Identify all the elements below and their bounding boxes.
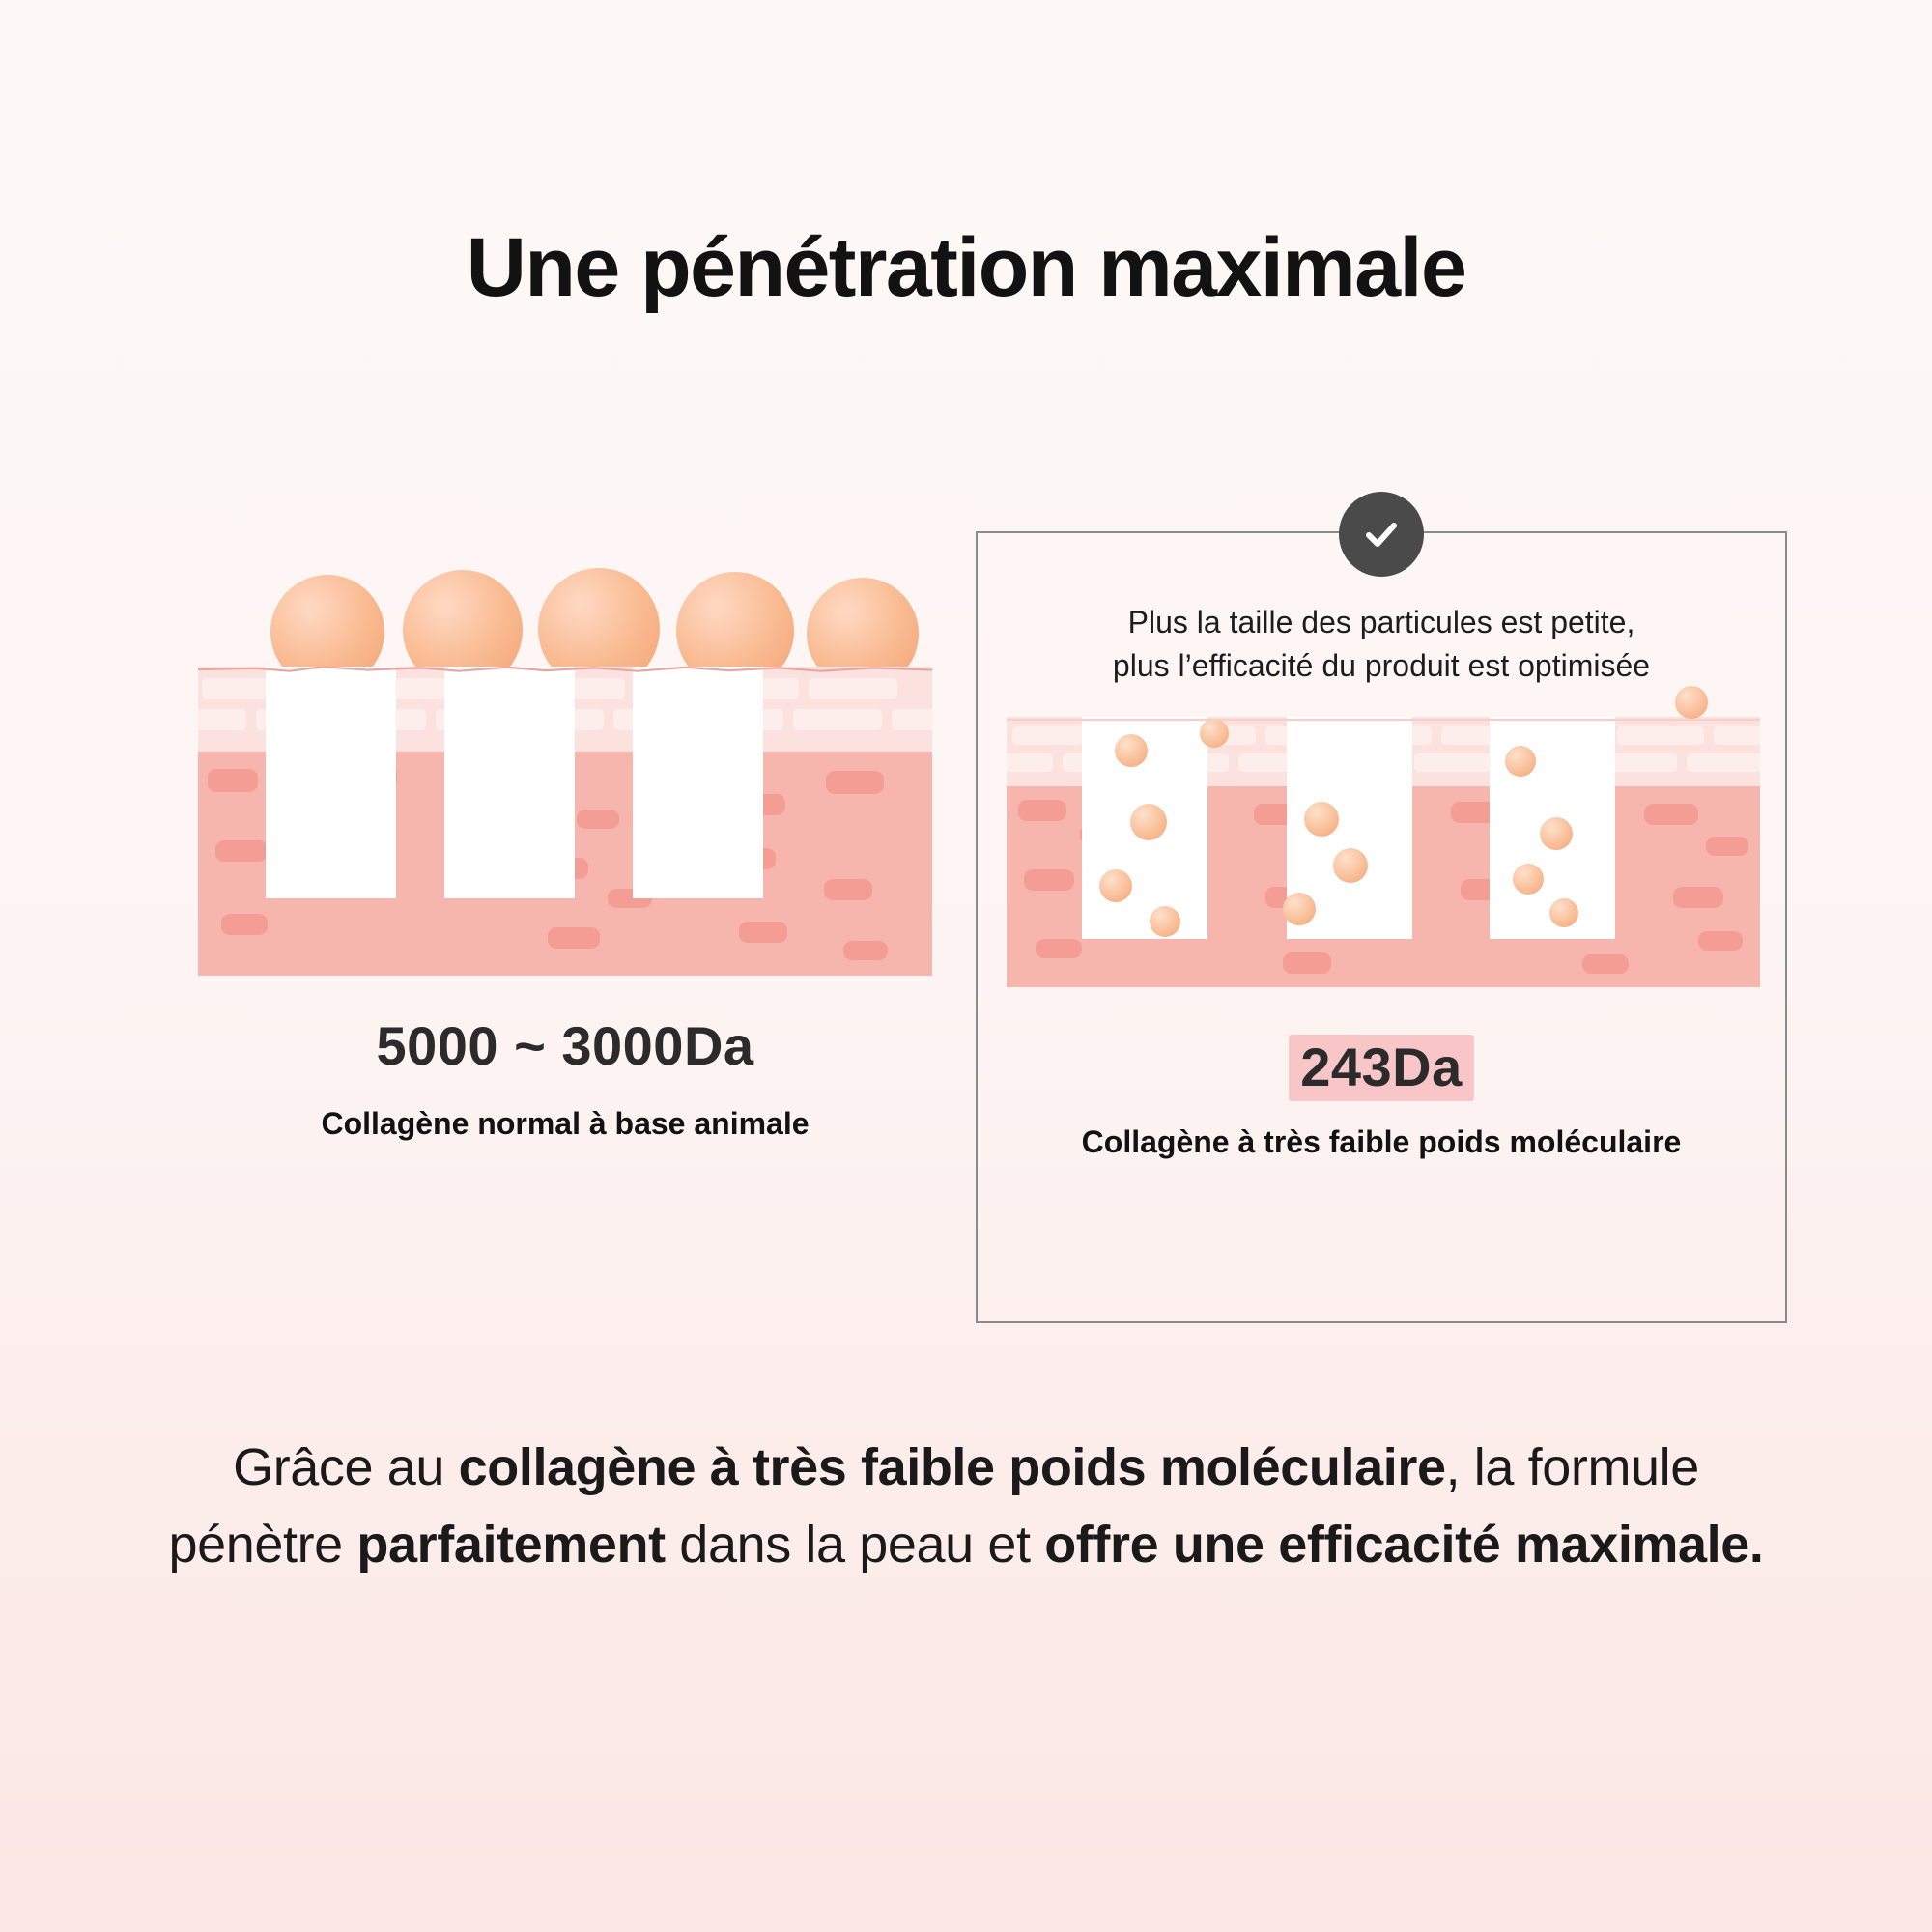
epidermis-brick — [1012, 726, 1084, 745]
dermis-cell — [1706, 837, 1748, 856]
summary-bold-1: collagène à très faible poids moléculaire — [458, 1438, 1446, 1496]
skin-cross-section — [1007, 717, 1760, 987]
penetration-diagram — [0, 502, 1932, 1352]
dermis-cell — [1024, 869, 1074, 891]
epidermis-brick — [202, 678, 271, 699]
page-title: Une pénétration maximale — [466, 221, 1466, 314]
summary-part-2: , la formule pénètre — [168, 1438, 1699, 1574]
dermis-cell — [1036, 939, 1082, 958]
dermis-cell — [1698, 931, 1743, 951]
epidermis-brick — [1617, 726, 1704, 745]
particle-small — [1115, 734, 1148, 767]
dermis-cell — [739, 922, 787, 943]
dermis-cell — [221, 914, 268, 935]
right-caption: Collagène à très faible poids moléculaire — [1081, 1124, 1682, 1159]
dermis-cell — [1283, 952, 1331, 974]
dermis-cell — [1644, 804, 1698, 825]
epidermis-brick — [1687, 753, 1760, 772]
dermis-cell — [843, 941, 888, 960]
dermis-cell — [1673, 887, 1723, 908]
panel-normal-collagen — [198, 502, 932, 1352]
particle-small — [1304, 802, 1339, 837]
epidermis-brick — [1007, 753, 1053, 772]
dermis-cell — [215, 840, 268, 862]
check-icon — [1339, 492, 1424, 577]
dermis-cell — [577, 810, 619, 829]
summary-bold-2: parfaitement — [356, 1515, 666, 1574]
particle-small — [1513, 864, 1544, 895]
particle-small — [1283, 893, 1316, 925]
panel-low-molecular-collagen — [976, 531, 1787, 1323]
dermis-cell — [1018, 800, 1066, 821]
dermis-cell — [1582, 954, 1629, 974]
panel-note-line1: Plus la taille des particules est petite, — [1127, 605, 1635, 639]
epidermis-brick — [1414, 753, 1499, 772]
dermis-cell — [548, 927, 600, 949]
left-caption: Collagène normal à base animale — [321, 1106, 810, 1141]
particle-small — [1505, 746, 1536, 777]
epidermis-brick — [892, 709, 932, 730]
panel-note — [1007, 601, 1756, 689]
right-da-label — [978, 1036, 1785, 1098]
dermis-cell — [208, 769, 258, 792]
particle-small — [1675, 686, 1708, 719]
skin-surface-line — [1007, 717, 1760, 724]
panel-note-line2: plus l’efficacité du produit est optimisée — [1112, 648, 1651, 684]
particle-small — [1130, 804, 1167, 840]
particle-small — [1333, 848, 1368, 883]
epidermis-brick — [198, 709, 246, 730]
summary-bold-3: offre une efficacité maximale. — [1044, 1515, 1764, 1574]
skin-cross-section — [198, 667, 932, 976]
particle-small — [1549, 898, 1578, 927]
dermis-cell — [824, 879, 872, 900]
right-da-value: 243Da — [1289, 1035, 1474, 1101]
particle-small — [1540, 817, 1573, 850]
dermis-cell — [826, 771, 884, 794]
skin-surface-line — [198, 667, 932, 674]
epidermis-brick — [793, 709, 882, 730]
pore-droplet — [633, 667, 763, 898]
pore-droplet — [266, 667, 396, 898]
left-da-label: 5000 ~ 3000Da — [376, 1015, 754, 1076]
epidermis-brick — [1714, 726, 1760, 745]
summary-paragraph — [145, 1430, 1787, 1584]
pore-droplet — [444, 667, 575, 898]
summary-part-1: Grâce au — [233, 1438, 459, 1496]
particle-small — [1099, 869, 1132, 902]
epidermis-brick — [809, 678, 897, 699]
particle-small — [1150, 906, 1180, 937]
summary-part-3: dans la peau et — [665, 1515, 1045, 1574]
